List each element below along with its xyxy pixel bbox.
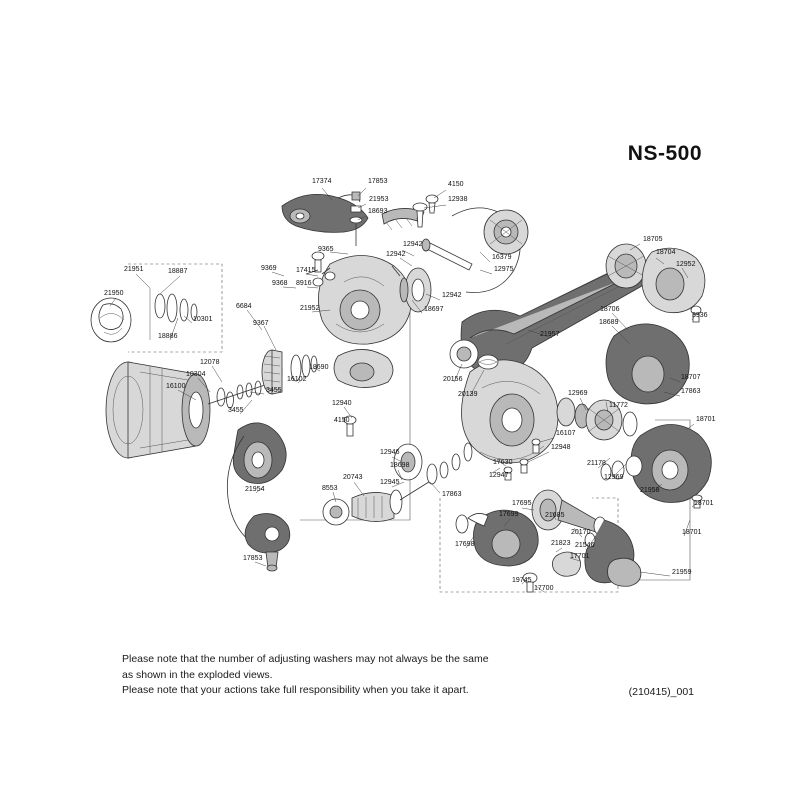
part-label: 16100 bbox=[166, 383, 186, 390]
part-label: 12940 bbox=[332, 400, 352, 407]
part-label: 9369 bbox=[261, 265, 277, 272]
part-label: 18706 bbox=[600, 306, 620, 313]
part-label: 16102 bbox=[287, 376, 307, 383]
part-label: 20139 bbox=[458, 391, 478, 398]
part-label: 8553 bbox=[322, 485, 338, 492]
part-label: 21823 bbox=[551, 540, 571, 547]
part-label: 18704 bbox=[656, 249, 676, 256]
part-label: 16107 bbox=[556, 430, 576, 437]
part-label: 17415 bbox=[296, 267, 316, 274]
part-label: 21685 bbox=[545, 512, 565, 519]
part-label: 17701 bbox=[570, 553, 590, 560]
part-label: 18690 bbox=[309, 364, 329, 371]
part-label: 21952 bbox=[300, 305, 320, 312]
part-label: 18701 bbox=[694, 500, 714, 507]
part-label: 9368 bbox=[272, 280, 288, 287]
part-label: 12952 bbox=[676, 261, 696, 268]
part-label: 21546 bbox=[575, 542, 595, 549]
part-label: 17630 bbox=[493, 459, 513, 466]
part-label: 18886 bbox=[158, 333, 178, 340]
handle-assembly bbox=[456, 490, 641, 592]
part-label: 3455 bbox=[266, 387, 282, 394]
part-label: 21959 bbox=[672, 569, 692, 576]
part-label: 17700 bbox=[534, 585, 554, 592]
part-label: 12947 bbox=[489, 472, 509, 479]
part-label: 12942 bbox=[442, 292, 462, 299]
part-label: 18698 bbox=[390, 462, 410, 469]
note-line-1: Please note that the number of adjusting washers may not always be the same bbox=[122, 653, 489, 665]
part-label: 12969 bbox=[604, 474, 624, 481]
part-label: 4150 bbox=[334, 417, 350, 424]
disclaimer-notes bbox=[122, 652, 489, 699]
page-title: NS-500 bbox=[627, 142, 702, 165]
part-label: 18705 bbox=[643, 236, 663, 243]
part-label: 18701 bbox=[696, 416, 716, 423]
part-label: 12948 bbox=[551, 444, 571, 451]
note-line-2: as shown in the exploded views. bbox=[122, 668, 273, 681]
part-label: 12942 bbox=[386, 251, 406, 258]
part-label: 20743 bbox=[343, 474, 363, 481]
part-label: 4150 bbox=[448, 181, 464, 188]
part-label: 9365 bbox=[318, 246, 334, 253]
revision-code: (210415)_001 bbox=[628, 686, 694, 698]
part-label: 21958 bbox=[640, 487, 660, 494]
part-label: 18701 bbox=[682, 529, 702, 536]
part-label: 18693 bbox=[368, 208, 388, 215]
note-line-3: Please note that your actions take full responsibility when you take it apart. bbox=[122, 684, 469, 696]
part-label: 10304 bbox=[186, 371, 206, 378]
part-label: 17698 bbox=[455, 541, 475, 548]
part-label: 17699 bbox=[499, 511, 519, 518]
part-label: 3455 bbox=[228, 407, 244, 414]
gear-stack bbox=[227, 350, 317, 571]
part-label: 17863 bbox=[442, 491, 462, 498]
part-label: 17863 bbox=[681, 388, 701, 395]
part-label: 18887 bbox=[168, 268, 188, 275]
part-label: 3936 bbox=[692, 312, 708, 319]
part-label: 9367 bbox=[253, 320, 269, 327]
part-label: 18689 bbox=[599, 319, 619, 326]
part-label: 12078 bbox=[200, 359, 220, 366]
part-label: 12969 bbox=[568, 390, 588, 397]
part-label: 20170 bbox=[571, 529, 591, 536]
part-label: 12946 bbox=[380, 449, 400, 456]
part-label: 17374 bbox=[312, 178, 332, 185]
part-label: 12975 bbox=[494, 266, 514, 273]
part-label: 10301 bbox=[193, 316, 213, 323]
part-label: 17695 bbox=[512, 500, 532, 507]
part-label: 18707 bbox=[681, 374, 701, 381]
part-label: 12942 bbox=[403, 241, 423, 248]
part-label: 17853 bbox=[368, 178, 388, 185]
part-label: 20156 bbox=[443, 376, 463, 383]
part-label: 19745 bbox=[512, 577, 532, 584]
part-label: 21957 bbox=[540, 331, 560, 338]
part-label: 6684 bbox=[236, 303, 252, 310]
part-label: 21178 bbox=[587, 460, 606, 467]
part-label: 17853 bbox=[243, 555, 263, 562]
part-label: 21953 bbox=[369, 196, 389, 203]
part-label: 16379 bbox=[492, 254, 512, 261]
part-label: 12938 bbox=[448, 196, 468, 203]
part-label: 21954 bbox=[245, 486, 265, 493]
part-label: 21951 bbox=[124, 266, 144, 273]
part-label: 12945 bbox=[380, 479, 400, 486]
part-label: 11772 bbox=[609, 402, 628, 409]
part-label: 21950 bbox=[104, 290, 124, 297]
part-label: 18697 bbox=[424, 306, 444, 313]
part-label: 8916 bbox=[296, 280, 312, 287]
